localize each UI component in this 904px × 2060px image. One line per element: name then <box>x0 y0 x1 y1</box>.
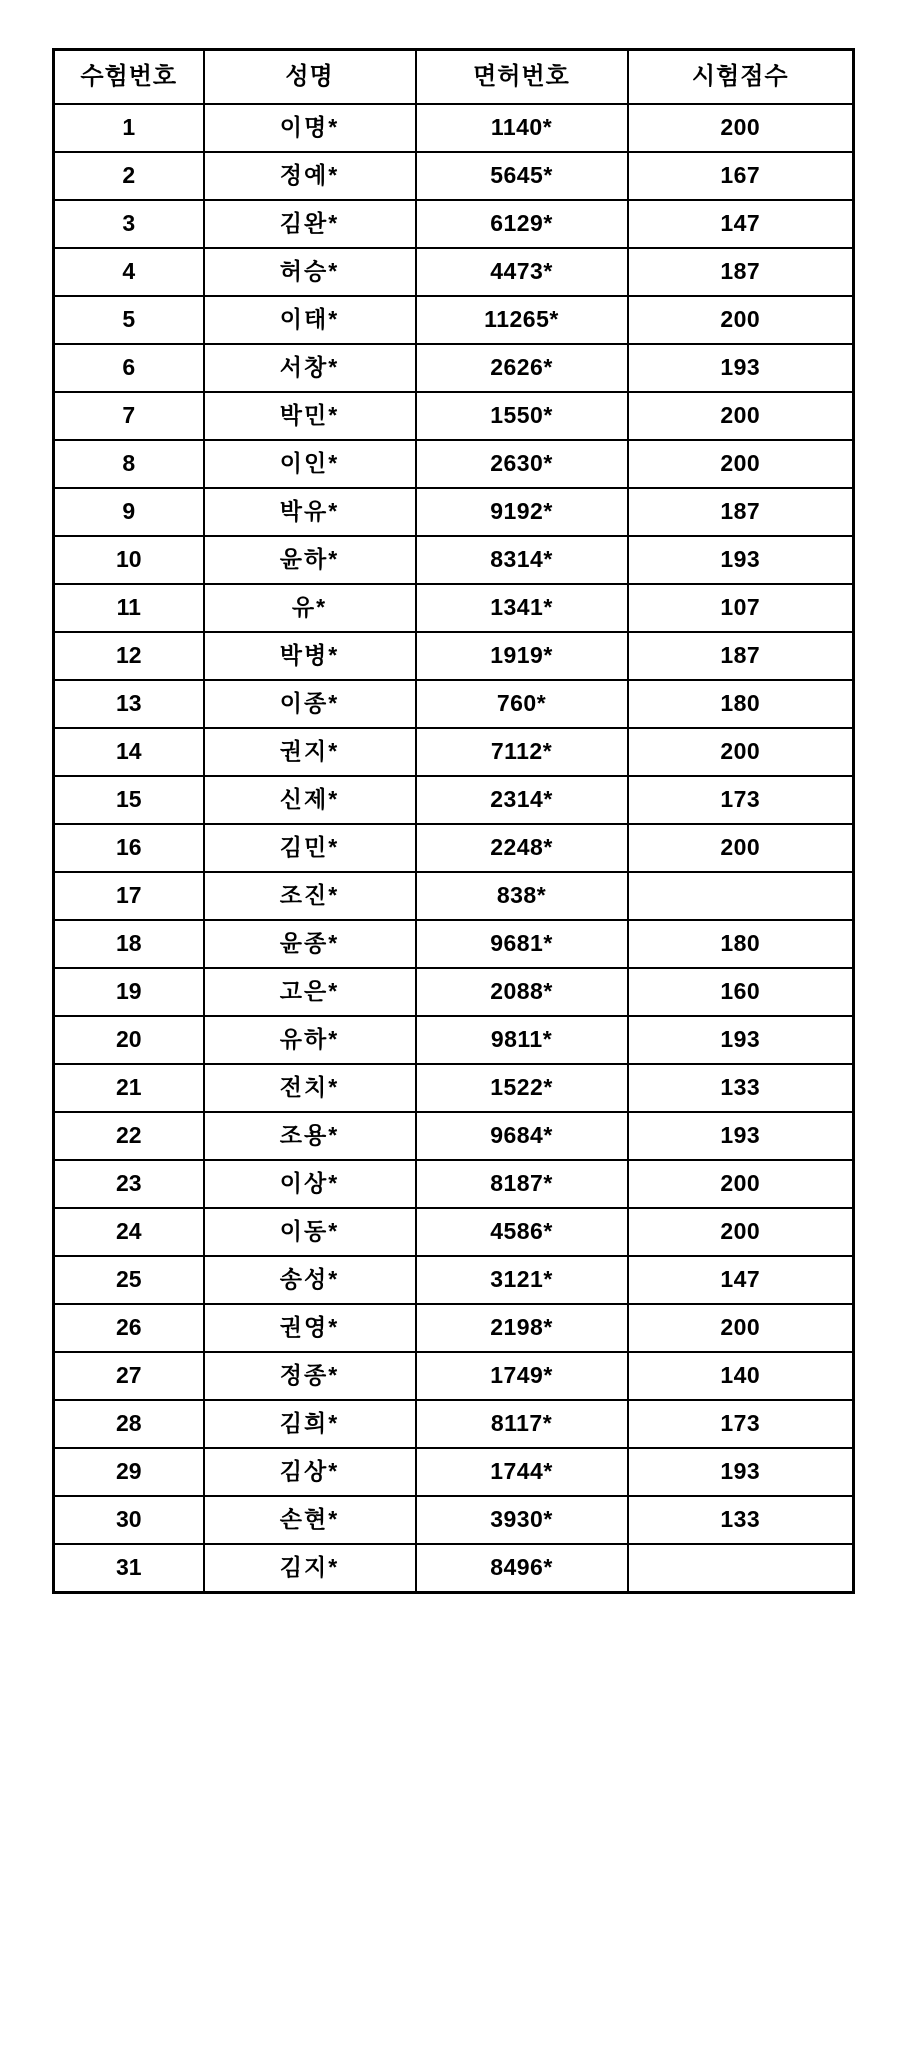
cell-score: 173 <box>628 1400 854 1448</box>
cell-license-number: 838* <box>416 872 628 920</box>
cell-name: 유하* <box>204 1016 416 1064</box>
cell-license-number: 1522* <box>416 1064 628 1112</box>
cell-score: 200 <box>628 392 854 440</box>
cell-score: 193 <box>628 536 854 584</box>
cell-name: 전치* <box>204 1064 416 1112</box>
cell-name: 조용* <box>204 1112 416 1160</box>
table-row <box>54 1016 854 1064</box>
cell-score: 200 <box>628 1160 854 1208</box>
cell-name: 조진* <box>204 872 416 920</box>
column-header-score: 시험점수 <box>628 50 854 105</box>
cell-score: 133 <box>628 1064 854 1112</box>
cell-exam-number: 2 <box>54 152 204 200</box>
table-header-row <box>54 50 854 105</box>
cell-license-number: 2198* <box>416 1304 628 1352</box>
cell-score: 180 <box>628 920 854 968</box>
table-row <box>54 1400 854 1448</box>
cell-name: 정종* <box>204 1352 416 1400</box>
column-header-exam-number: 수험번호 <box>54 50 204 105</box>
cell-license-number: 4586* <box>416 1208 628 1256</box>
table-row <box>54 680 854 728</box>
cell-score: 200 <box>628 728 854 776</box>
cell-license-number: 9681* <box>416 920 628 968</box>
cell-exam-number: 24 <box>54 1208 204 1256</box>
cell-exam-number: 10 <box>54 536 204 584</box>
table-header <box>54 50 854 105</box>
cell-score: 200 <box>628 440 854 488</box>
cell-name: 권영* <box>204 1304 416 1352</box>
cell-exam-number: 18 <box>54 920 204 968</box>
cell-exam-number: 6 <box>54 344 204 392</box>
cell-name: 이동* <box>204 1208 416 1256</box>
cell-exam-number: 7 <box>54 392 204 440</box>
cell-name: 허승* <box>204 248 416 296</box>
cell-license-number: 6129* <box>416 200 628 248</box>
cell-license-number: 8314* <box>416 536 628 584</box>
cell-license-number: 2248* <box>416 824 628 872</box>
cell-name: 손현* <box>204 1496 416 1544</box>
cell-exam-number: 12 <box>54 632 204 680</box>
cell-license-number: 9684* <box>416 1112 628 1160</box>
cell-name: 김완* <box>204 200 416 248</box>
cell-name: 권지* <box>204 728 416 776</box>
cell-license-number: 760* <box>416 680 628 728</box>
cell-name: 이명* <box>204 104 416 152</box>
cell-score: 107 <box>628 584 854 632</box>
cell-name: 박민* <box>204 392 416 440</box>
cell-exam-number: 23 <box>54 1160 204 1208</box>
cell-exam-number: 15 <box>54 776 204 824</box>
cell-exam-number: 28 <box>54 1400 204 1448</box>
table-row <box>54 584 854 632</box>
cell-exam-number: 9 <box>54 488 204 536</box>
cell-license-number: 1749* <box>416 1352 628 1400</box>
table-row <box>54 440 854 488</box>
cell-score: 173 <box>628 776 854 824</box>
cell-license-number: 8117* <box>416 1400 628 1448</box>
cell-license-number: 1140* <box>416 104 628 152</box>
cell-name: 이인* <box>204 440 416 488</box>
cell-exam-number: 31 <box>54 1544 204 1593</box>
table-row <box>54 1304 854 1352</box>
cell-license-number: 5645* <box>416 152 628 200</box>
cell-exam-number: 13 <box>54 680 204 728</box>
cell-license-number: 2626* <box>416 344 628 392</box>
table-row <box>54 1208 854 1256</box>
cell-license-number: 2630* <box>416 440 628 488</box>
cell-exam-number: 26 <box>54 1304 204 1352</box>
cell-name: 송성* <box>204 1256 416 1304</box>
table-row <box>54 728 854 776</box>
table-row <box>54 1448 854 1496</box>
cell-name: 정예* <box>204 152 416 200</box>
cell-exam-number: 22 <box>54 1112 204 1160</box>
table-row <box>54 392 854 440</box>
column-header-license-number: 면허번호 <box>416 50 628 105</box>
cell-license-number: 9192* <box>416 488 628 536</box>
table-body <box>54 104 854 1593</box>
cell-license-number: 2314* <box>416 776 628 824</box>
cell-license-number: 3930* <box>416 1496 628 1544</box>
table-row <box>54 152 854 200</box>
cell-score: 187 <box>628 248 854 296</box>
cell-score: 200 <box>628 104 854 152</box>
cell-name: 서창* <box>204 344 416 392</box>
cell-score: 180 <box>628 680 854 728</box>
cell-exam-number: 17 <box>54 872 204 920</box>
cell-name: 고은* <box>204 968 416 1016</box>
cell-score: 200 <box>628 824 854 872</box>
column-header-name: 성명 <box>204 50 416 105</box>
cell-score: 193 <box>628 1016 854 1064</box>
table-row <box>54 1160 854 1208</box>
cell-score <box>628 1544 854 1593</box>
cell-license-number: 11265* <box>416 296 628 344</box>
cell-exam-number: 29 <box>54 1448 204 1496</box>
cell-license-number: 1744* <box>416 1448 628 1496</box>
table-row <box>54 1064 854 1112</box>
cell-exam-number: 30 <box>54 1496 204 1544</box>
cell-score: 140 <box>628 1352 854 1400</box>
cell-score: 133 <box>628 1496 854 1544</box>
table-row <box>54 1256 854 1304</box>
cell-license-number: 1550* <box>416 392 628 440</box>
table-row <box>54 248 854 296</box>
cell-name: 김희* <box>204 1400 416 1448</box>
table-row <box>54 344 854 392</box>
cell-exam-number: 11 <box>54 584 204 632</box>
cell-score: 167 <box>628 152 854 200</box>
table-row <box>54 536 854 584</box>
cell-score: 193 <box>628 344 854 392</box>
cell-exam-number: 3 <box>54 200 204 248</box>
cell-score: 193 <box>628 1448 854 1496</box>
cell-name: 이태* <box>204 296 416 344</box>
cell-score: 193 <box>628 1112 854 1160</box>
cell-score <box>628 872 854 920</box>
cell-name: 윤종* <box>204 920 416 968</box>
cell-license-number: 7112* <box>416 728 628 776</box>
cell-name: 김민* <box>204 824 416 872</box>
cell-name: 박유* <box>204 488 416 536</box>
cell-name: 윤하* <box>204 536 416 584</box>
table-row <box>54 872 854 920</box>
cell-name: 유* <box>204 584 416 632</box>
cell-exam-number: 1 <box>54 104 204 152</box>
table-row <box>54 488 854 536</box>
cell-exam-number: 14 <box>54 728 204 776</box>
cell-license-number: 8187* <box>416 1160 628 1208</box>
cell-name: 이종* <box>204 680 416 728</box>
table-row <box>54 1496 854 1544</box>
cell-license-number: 1341* <box>416 584 628 632</box>
cell-exam-number: 21 <box>54 1064 204 1112</box>
cell-license-number: 3121* <box>416 1256 628 1304</box>
table-row <box>54 1112 854 1160</box>
table-row <box>54 1544 854 1593</box>
cell-name: 김상* <box>204 1448 416 1496</box>
cell-exam-number: 4 <box>54 248 204 296</box>
cell-exam-number: 8 <box>54 440 204 488</box>
table-row <box>54 920 854 968</box>
table-row <box>54 824 854 872</box>
table-row <box>54 632 854 680</box>
cell-score: 147 <box>628 1256 854 1304</box>
cell-name: 이상* <box>204 1160 416 1208</box>
table-row <box>54 104 854 152</box>
cell-exam-number: 27 <box>54 1352 204 1400</box>
cell-license-number: 1919* <box>416 632 628 680</box>
cell-exam-number: 5 <box>54 296 204 344</box>
cell-license-number: 2088* <box>416 968 628 1016</box>
cell-score: 187 <box>628 488 854 536</box>
table-row <box>54 968 854 1016</box>
cell-exam-number: 20 <box>54 1016 204 1064</box>
cell-score: 200 <box>628 1208 854 1256</box>
cell-score: 187 <box>628 632 854 680</box>
cell-exam-number: 25 <box>54 1256 204 1304</box>
cell-name: 박병* <box>204 632 416 680</box>
cell-license-number: 9811* <box>416 1016 628 1064</box>
cell-exam-number: 19 <box>54 968 204 1016</box>
cell-name: 김지* <box>204 1544 416 1593</box>
cell-license-number: 4473* <box>416 248 628 296</box>
table-row <box>54 296 854 344</box>
cell-name: 신제* <box>204 776 416 824</box>
cell-score: 200 <box>628 296 854 344</box>
exam-result-table <box>52 48 855 1594</box>
table-row <box>54 776 854 824</box>
cell-score: 160 <box>628 968 854 1016</box>
cell-exam-number: 16 <box>54 824 204 872</box>
cell-score: 200 <box>628 1304 854 1352</box>
cell-license-number: 8496* <box>416 1544 628 1593</box>
table-row <box>54 200 854 248</box>
cell-score: 147 <box>628 200 854 248</box>
table-row <box>54 1352 854 1400</box>
